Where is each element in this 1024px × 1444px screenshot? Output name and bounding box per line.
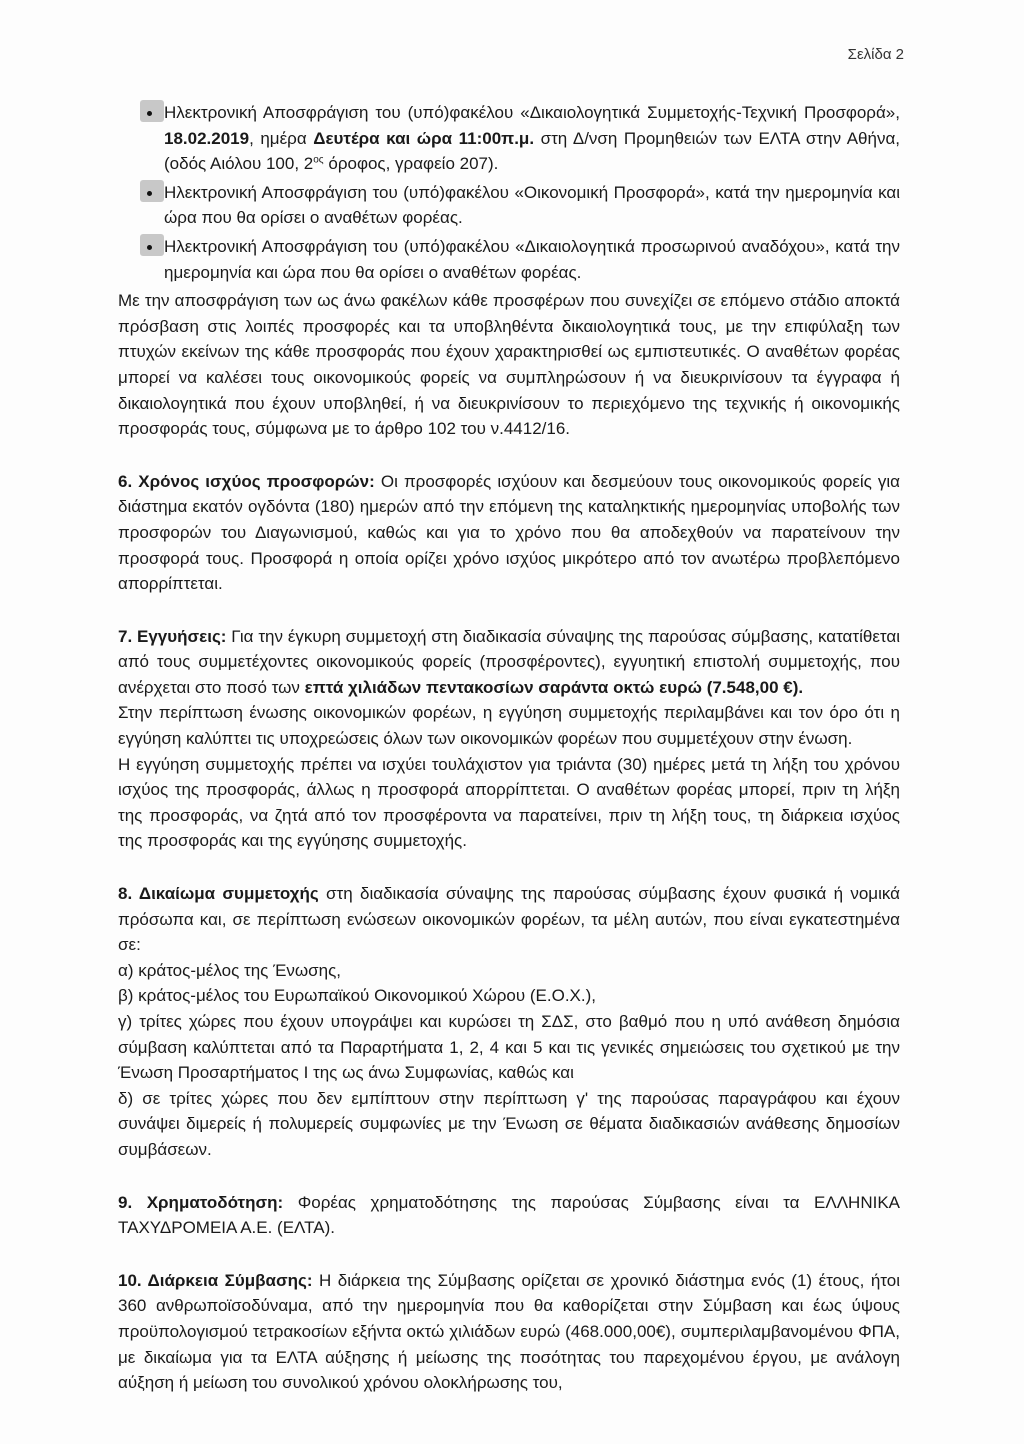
section-validity (118, 469, 900, 597)
page-number: Σελίδα 2 (847, 46, 904, 63)
section-guarantees (118, 624, 900, 854)
section-heading: 6. Χρόνος ισχύος προσφορών: (118, 471, 375, 491)
section-paragraph: Η εγγύηση συμμετοχής πρέπει να ισχύει τουλάχιστον για τριάντα (30) ημέρες μετά τη λήξη του χρόνου ισχύος της προσφοράς, άλλως η προσφορά απορρίπτεται. Ο αναθέτων φορέας μπορεί, πριν τη λήξη της προσφοράς, να ζητά από τον προσφέροντα να παρατείνει, πριν τη λήξη τους, τη διάρκεια ισχύος της προσφοράς και της εγγύησης συμμετοχής. (118, 754, 900, 851)
ordinal-suffix: ος (313, 154, 324, 166)
opening-paragraph: Με την αποσφράγιση των ως άνω φακέλων κάθε προσφέρων που συνεχίζει σε επόμενο στάδιο αποκτά πρόσβαση στις λοιπές προσφορές και τα υποβληθέντα δικαιολογητικά τους, με την επιφύλαξη των πτυχών εκείνων της κάθε προσφοράς που έχουν χαρακτηρισθεί ως εμπιστευτικές. Ο αναθέτων φορέας μπορεί να καλέσει τους οικονομικούς φορείς να συμπληρώσουν ή να διευκρινίσουν τα έγγραφα ή δικαιολογητικά που έχουν υποβληθεί, ή να διευκρινίσουν το περιεχόμενο της τεχνικής ή οικονομικής προσφοράς τους, σύμφωνα με το άρθρο 102 του ν.4412/16. (118, 291, 900, 439)
section-text: Φορέας χρηματοδότησης της παρούσας Σύμβασης είναι τα ΕΛΛΗΝΙΚΑ ΤΑΧΥΔΡΟΜΕΙΑ Α.Ε. (ΕΛΤΑ). (118, 1192, 901, 1238)
bullet-text: όροφος, γραφείο 207). (323, 154, 499, 174)
bullet-item (118, 100, 900, 177)
section-text: Για την έγκυρη συμμετοχή στη διαδικασία σύναψης της παρούσας σύμβασης, κατατίθεται από τους συμμετέχοντες οικονομικούς φορείς (προσφέροντες), εγγυητική επιστολή συμμετοχής, που ανέρχεται στο ποσό των (118, 626, 900, 697)
bullet-text: Ηλεκτρονική Αποσφράγιση του (υπό)φακέλου «Οικονομική Προσφορά», κατά την ημερομηνία και ώρα που θα ορίσει ο αναθέτων φορέας. (164, 182, 900, 228)
bullet-text: Ηλεκτρονική Αποσφράγιση του (υπό)φακέλου «Δικαιολογητικά Συμμετοχής-Τεχνική Προσφορά», (164, 103, 900, 122)
section-text: στη διαδικασία σύναψης της παρούσας σύμβασης έχουν φυσικά ή νομικά πρόσωπα και, σε περίπτωση ενώσεων οικονομικών φορέων, τα μέλη αυτών, που είναι εγκατεστημένα σε: (118, 884, 900, 955)
bullet-icon (140, 180, 164, 202)
section-paragraph: Στην περίπτωση ένωσης οικονομικών φορέων, η εγγύηση συμμετοχής περιλαμβάνει και τον όρο ότι η εγγύηση καλύπτει τις υποχρεώσεις όλων των οικονομικών φορέων που συμμετέχουν στην ένωση. (118, 703, 900, 749)
bullet-date: 18.02.2019 (164, 128, 250, 148)
bullet-icon (140, 234, 164, 256)
section-duration (118, 1268, 900, 1396)
section-heading: 7. Εγγυήσεις: (118, 626, 227, 646)
list-item: γ) τρίτες χώρες που έχουν υπογράψει και κυρώσει τη ΣΔΣ, στο βαθμό που η υπό ανάθεση δημόσια σύμβαση καλύπτεται από τα Παραρτήματα 1, 2, 4 και 5 και τις γενικές σημειώσεις του σχετικού με την Ένωση Προσαρτήματος Ι της ως άνω Συμφωνίας, καθώς και (118, 1012, 900, 1083)
bullet-text: στη Δ/νση Προμηθειών των ΕΛΤΑ στην Αθήνα, (οδός Αιόλου 100, 2 (164, 128, 900, 174)
bullet-day-time: Δευτέρα και ώρα 11:00π.μ. (313, 128, 535, 148)
section-heading: 9. Χρηματοδότηση: (118, 1192, 284, 1212)
document-body (118, 100, 900, 1396)
bullet-item (118, 180, 900, 231)
bullet-text: Ηλεκτρονική Αποσφράγιση του (υπό)φακέλου «Δικαιολογητικά προσωρινού αναδόχου», κατά την ημερομηνία και ώρα που θα ορίσει ο αναθέτων φορέας. (164, 236, 900, 282)
bullet-item (118, 234, 900, 285)
list-item: α) κράτος-μέλος της Ένωσης, (118, 960, 342, 980)
list-item: β) κράτος-μέλος του Ευρωπαϊκού Οικονομικού Χώρου (Ε.Ο.Χ.), (118, 986, 596, 1006)
section-text: Οι προσφορές ισχύουν και δεσμεύουν τους οικονομικούς φορείς για διάστημα εκατόν ογδόντα (180) ημερών από την επόμενη της καταληκτικής ημερομηνίας υποβολής των προσφορών του Διαγωνισμού, καθώς και για το χρόνο που θα αποδεχθούν να παρατείνουν την προσφορά τους. Προσφορά η οποία ορίζει χρόνο ισχύος μικρότερο από τον ανωτέρω προβλεπόμενο απορρίπτεται. (118, 471, 900, 594)
eligibility-list (118, 958, 900, 1163)
bullet-text: , ημέρα (249, 128, 314, 148)
section-funding (118, 1190, 900, 1241)
section-heading: 10. Διάρκεια Σύμβασης: (118, 1270, 313, 1290)
section-text: Η διάρκεια της Σύμβασης ορίζεται σε χρονικό διάστημα ενός (1) έτους, ήτοι 360 ανθρωποϊσοδύναμα, από την ημερομηνία που θα καθορίζεται στην Σύμβαση και έως ύψους προϋπολογισμού τετρακοσίων εξήντα οκτώ χιλιάδων ευρώ (468.000,00€), συμπεριλαμβανομένου ΦΠΑ, με δικαίωμα για τα ΕΛΤΑ αύξησης ή μείωσης της ποσότητας του παρεχομένου έργου, με ανάλογη αύξηση ή μείωση του συνολικού χρόνου ολοκλήρωσης του, (118, 1270, 900, 1393)
bullet-icon (140, 100, 164, 122)
section-eligibility (118, 881, 900, 1163)
guarantee-amount: επτά χιλιάδων πεντακοσίων σαράντα οκτώ ευρώ (7.548,00 €). (304, 677, 804, 697)
list-item: δ) σε τρίτες χώρες που δεν εμπίπτουν στην περίπτωση γ' της παρούσας παραγράφου και έχουν συνάψει διμερείς ή πολυμερείς συμφωνίες με την Ένωση σε θέματα διαδικασιών ανάθεσης δημοσίων συμβάσεων. (118, 1088, 900, 1159)
section-heading: 8. Δικαίωμα συμμετοχής (118, 884, 319, 904)
